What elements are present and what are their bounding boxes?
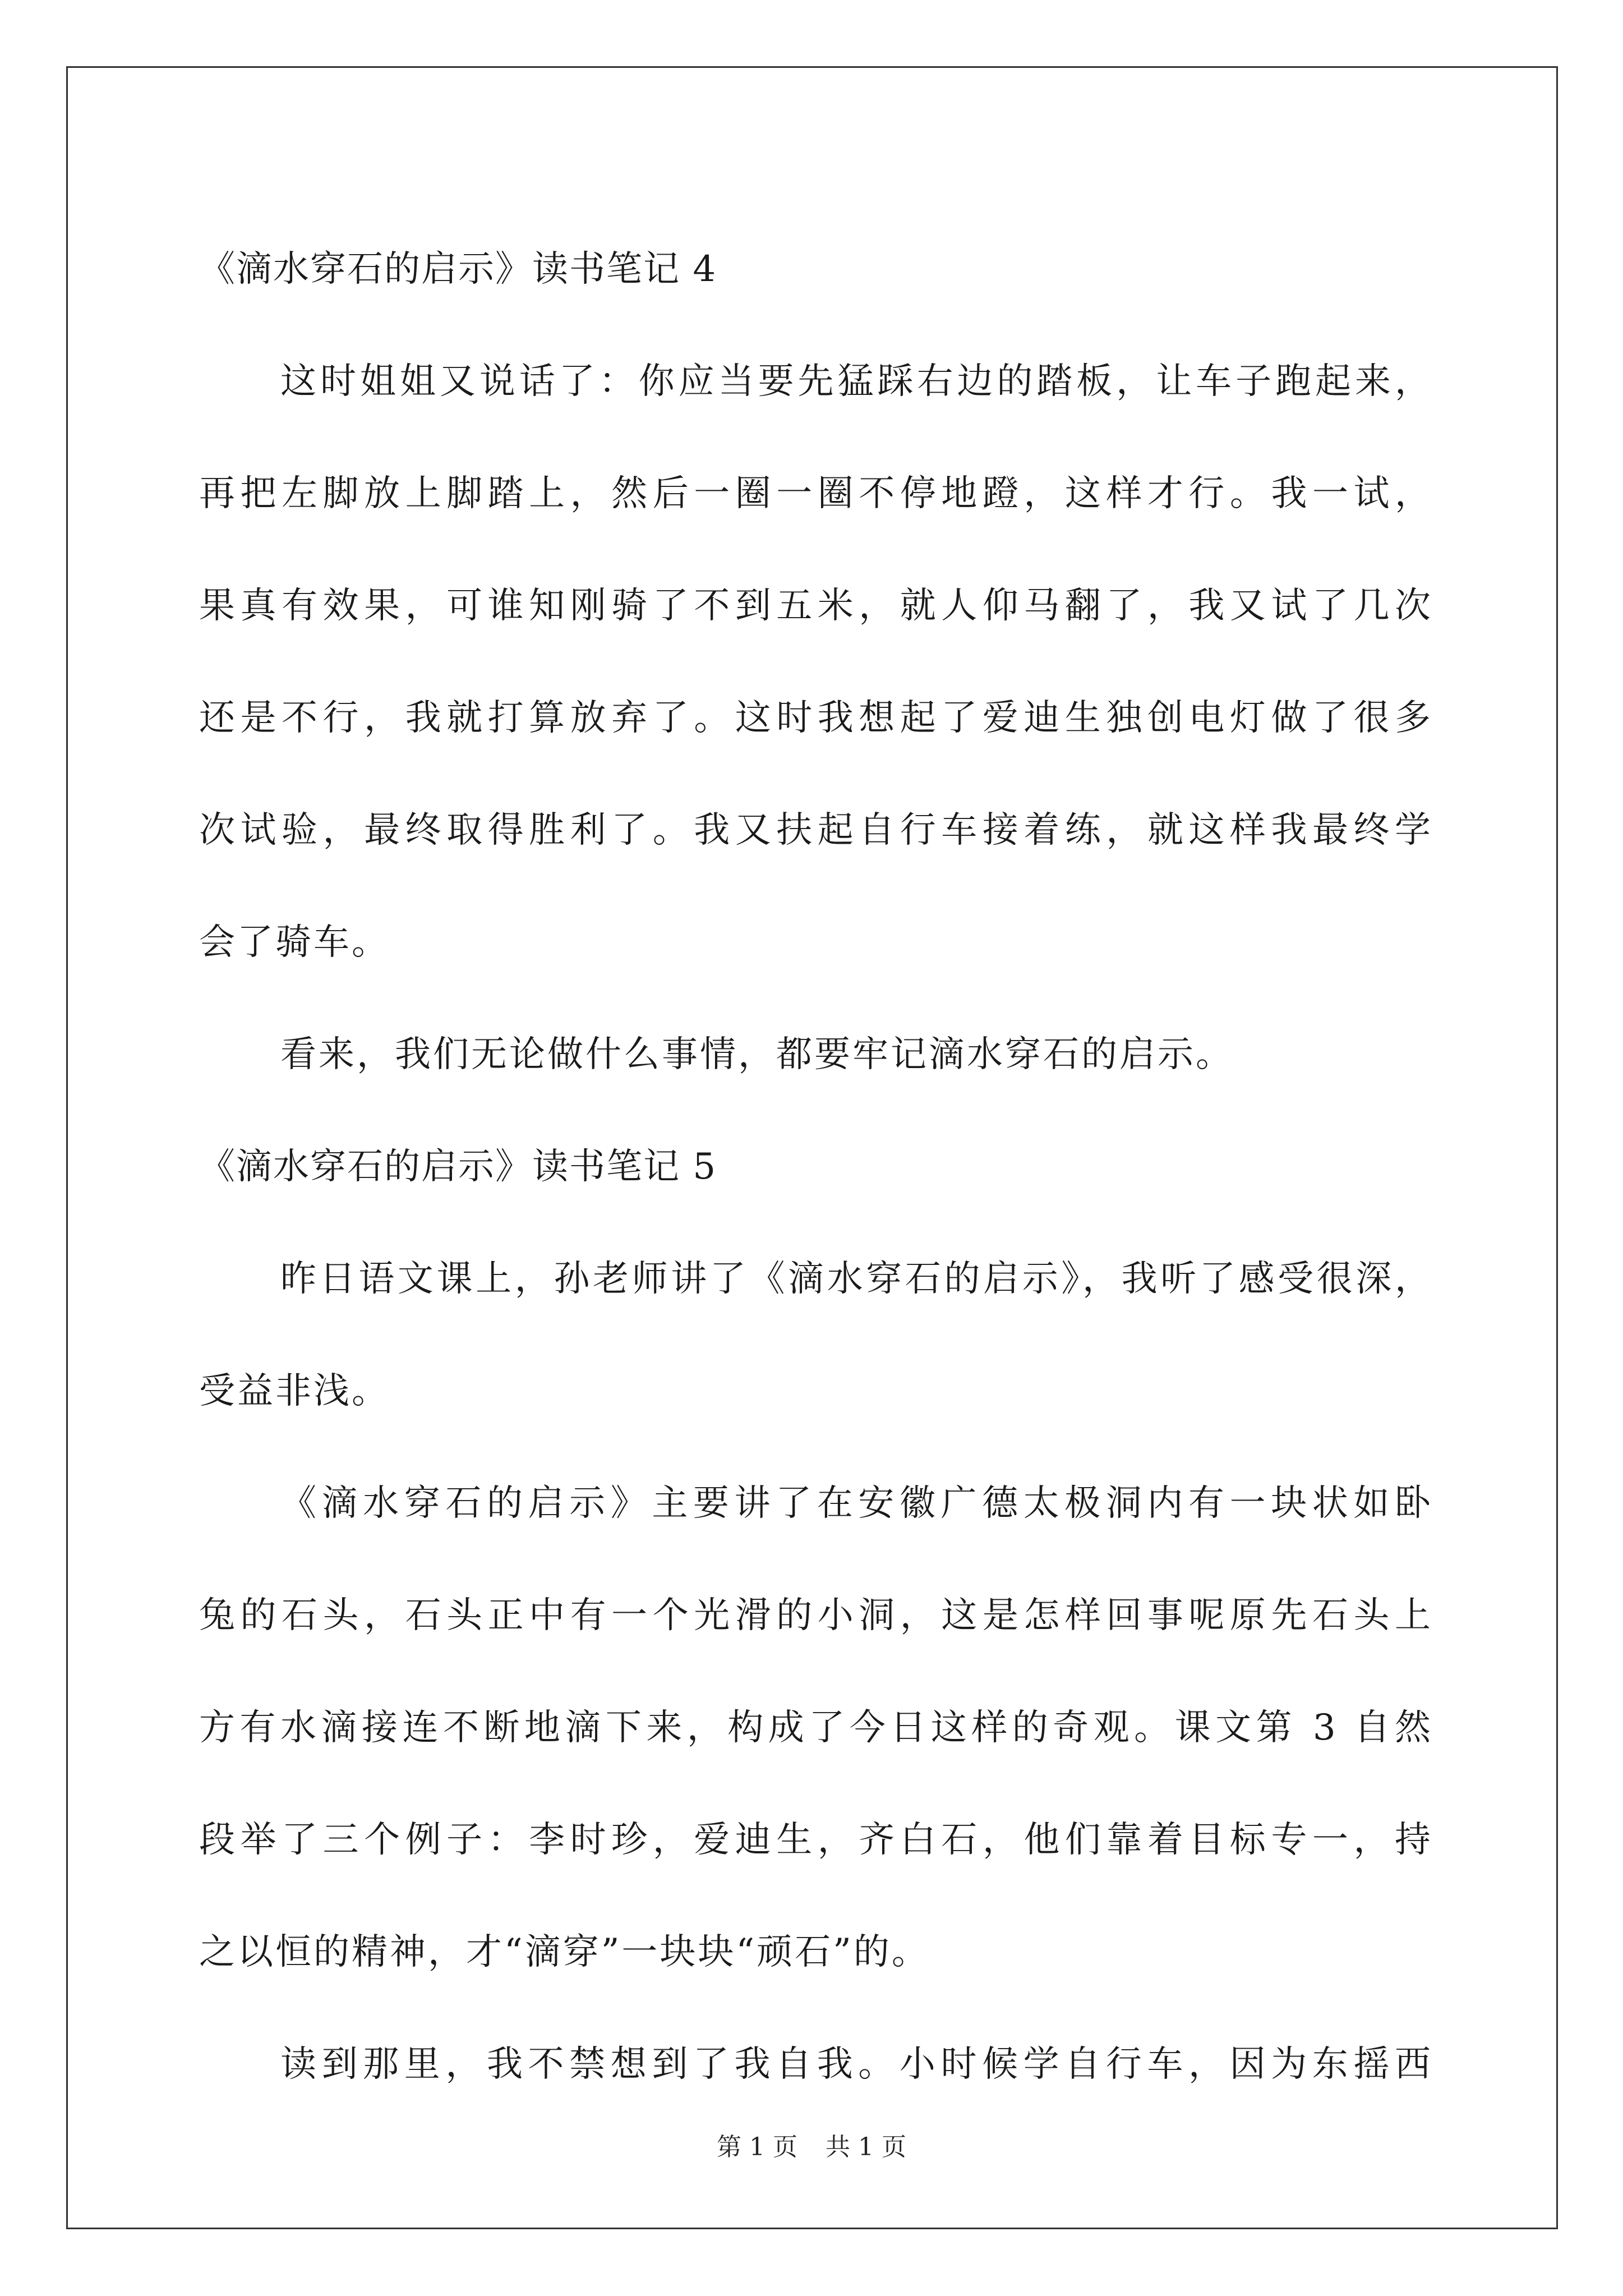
text-line: 方有水滴接连不断地滴下来，构成了今日这样的奇观。课文第 3 自然 (199, 1707, 1433, 1749)
text-line: 还是不行，我就打算放弃了。这时我想起了爱迪生独创电灯做了很多 (199, 697, 1433, 739)
section-heading: 《滴水穿石的启示》读书笔记 5 (199, 1146, 717, 1188)
page-number-current: 第 1 页 (717, 2133, 797, 2161)
text-line: 受益非浅。 (199, 1370, 390, 1412)
text-line: 昨日语文课上，孙老师讲了《滴水穿石的启示》，我听了感受很深， (280, 1258, 1433, 1300)
paragraph (199, 1223, 1433, 1447)
text-line: 看来，我们无论做什么事情，都要牢记滴水穿石的启示。 (280, 1034, 1234, 1075)
text-line: 段举了三个例子：李时珍，爱迪生，齐白石，他们靠着目标专一，持 (199, 1819, 1433, 1861)
text-line: 次试验，最终取得胜利了。我又扶起自行车接着练，就这样我最终学 (199, 809, 1433, 851)
text-line: 兔的石头，石头正中有一个光滑的小洞，这是怎样回事呢原先石头上 (199, 1595, 1433, 1636)
text-line: 果真有效果，可谁知刚骑了不到五米，就人仰马翻了，我又试了几次 (199, 585, 1433, 627)
paragraph (199, 999, 1433, 1111)
text-line: 读到那里，我不禁想到了我自我。小时候学自行车，因为东摇西 (280, 2044, 1433, 2085)
page-number-total: 共 1 页 (826, 2133, 906, 2161)
text-line: 之以恒的精神，才“滴穿”一块块“顽石”的。 (199, 1931, 930, 1973)
text-line: 这时姐姐又说话了：你应当要先猛踩右边的踏板，让车子跑起来， (280, 361, 1433, 402)
document-body (199, 213, 1433, 2120)
section-heading: 《滴水穿石的启示》读书笔记 4 (199, 249, 717, 290)
paragraph (199, 1447, 1433, 2008)
page-footer (0, 2131, 1623, 2164)
paragraph (199, 325, 1433, 999)
paragraph (199, 2008, 1433, 2120)
text-line: 再把左脚放上脚踏上，然后一圈一圈不停地蹬，这样才行。我一试， (199, 473, 1433, 514)
text-line: 会了骑车。 (199, 922, 390, 963)
text-line: 《滴水穿石的启示》主要讲了在安徽广德太极洞内有一块状如卧 (280, 1483, 1433, 1524)
